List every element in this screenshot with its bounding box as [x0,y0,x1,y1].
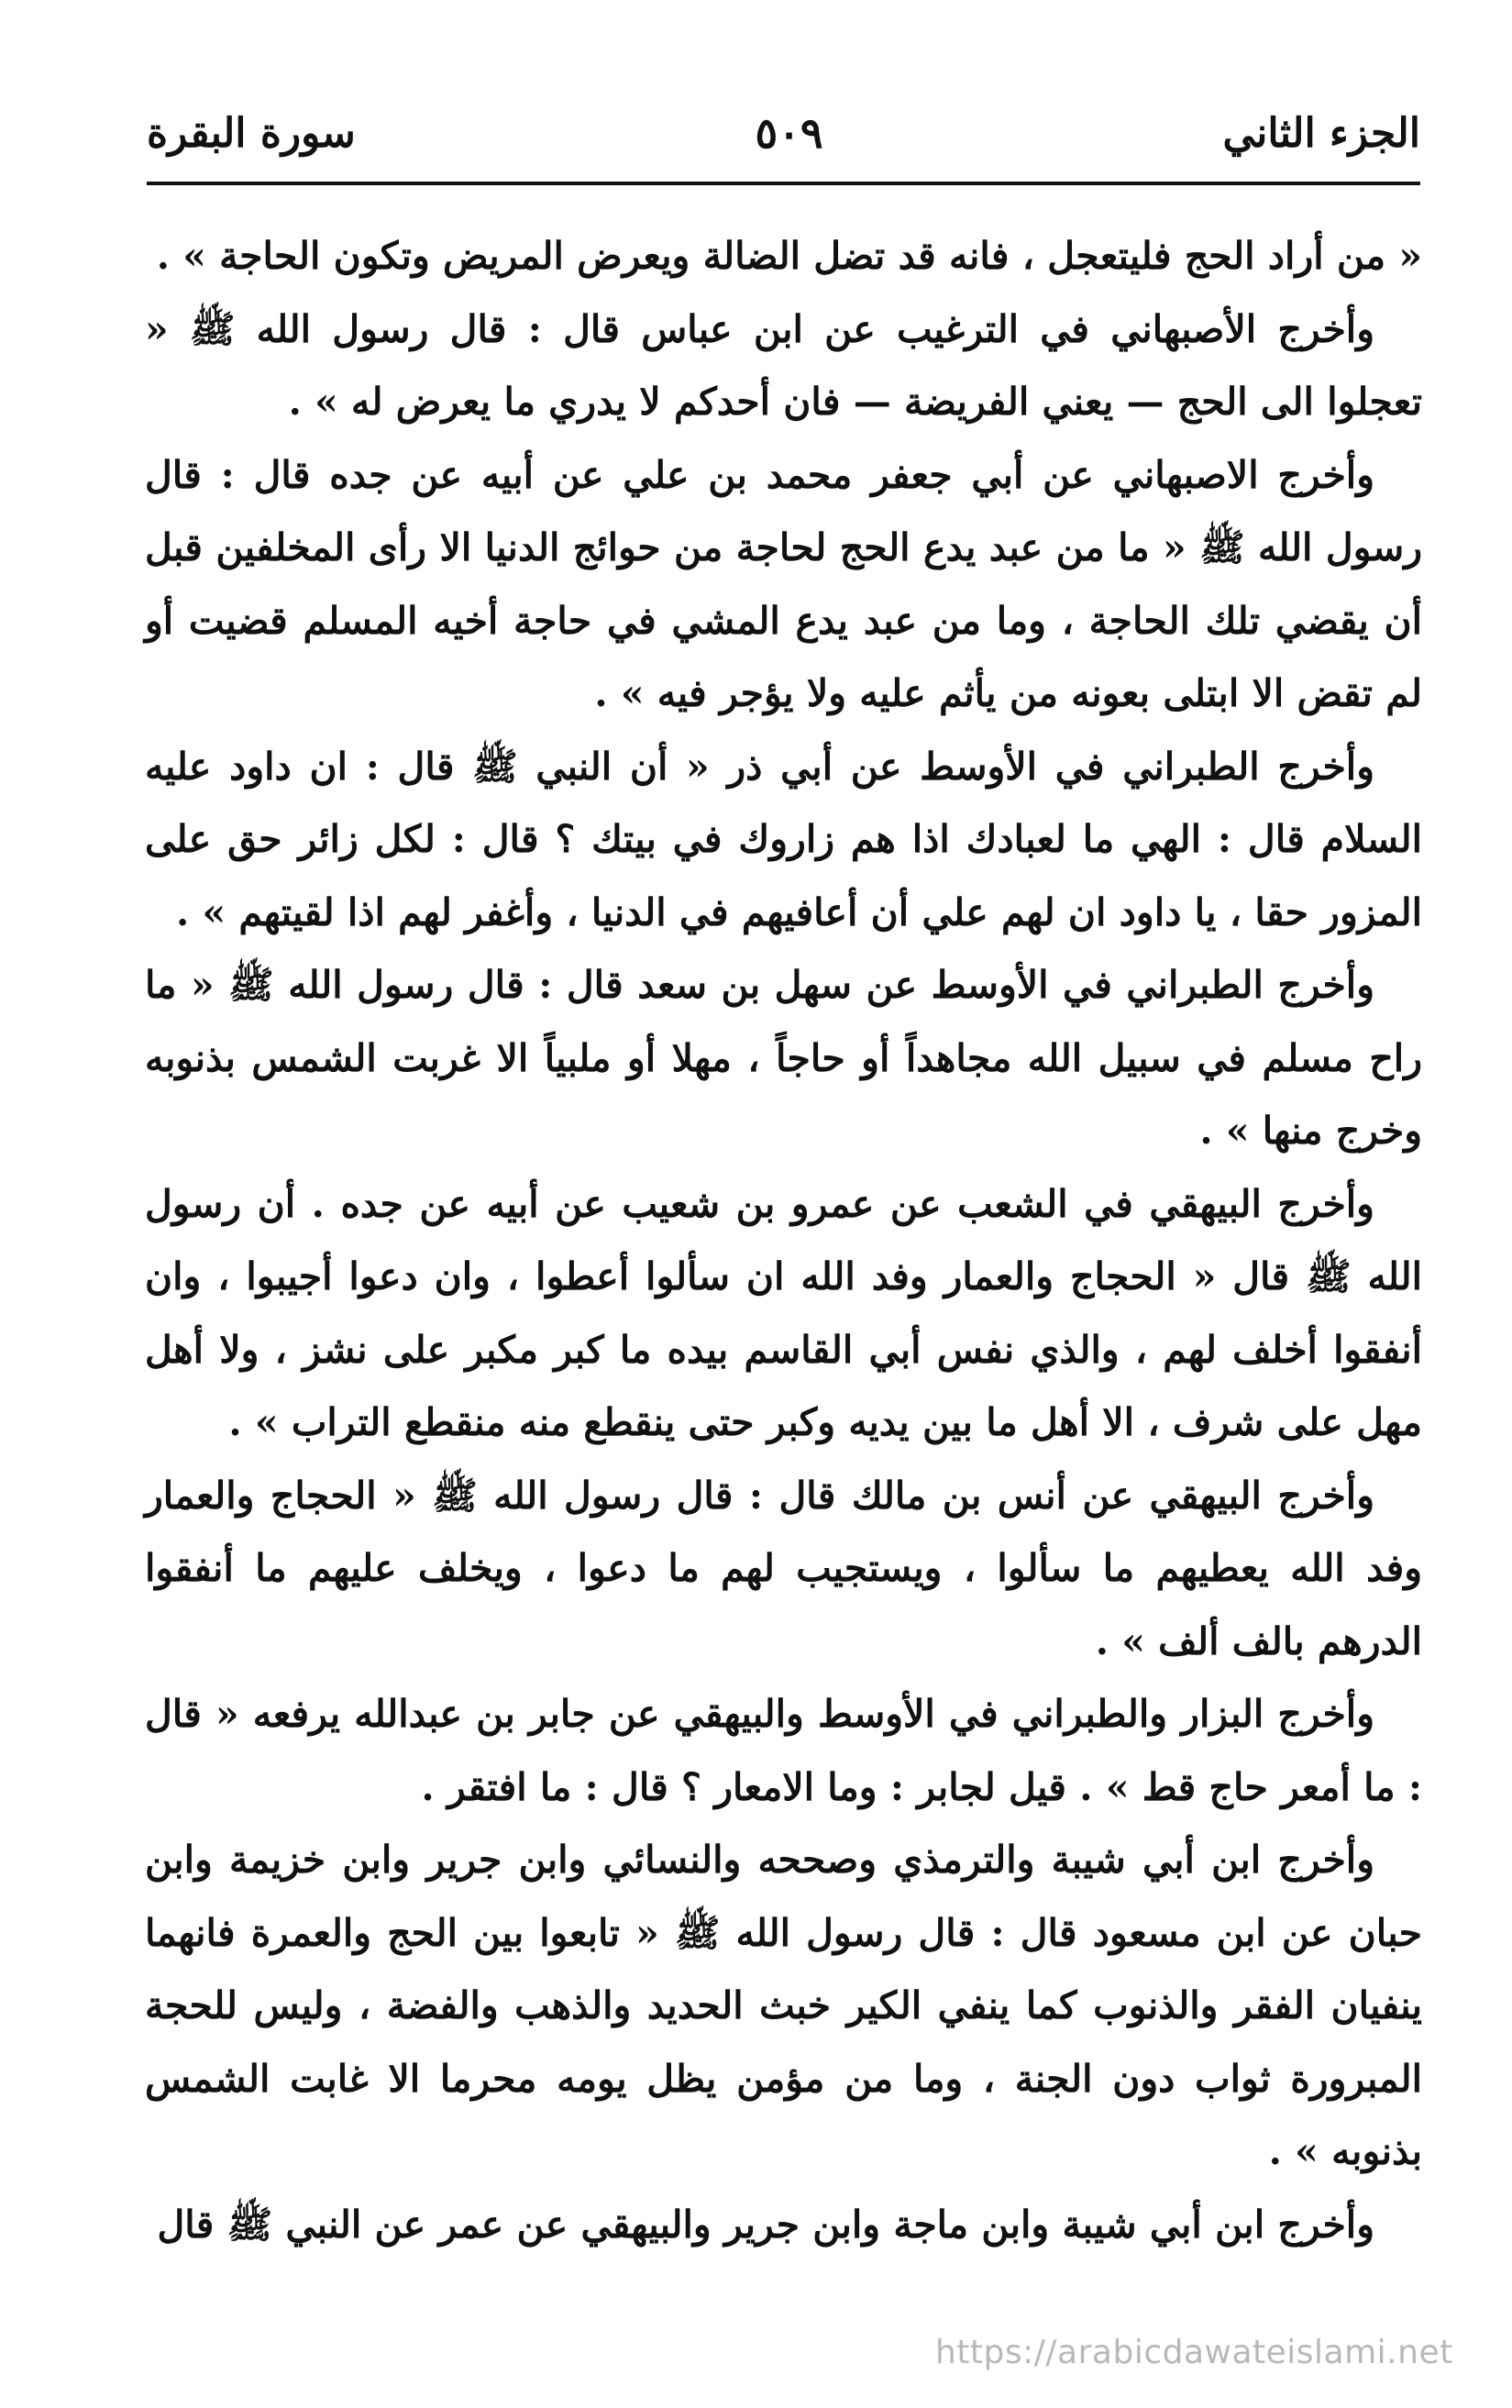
paragraph: وأخرج البزار والطبراني في الأوسط والبيهقي عن جابر بن عبدالله يرفعه « قال : ما أمعر حاج قط » . قيل لجابر : وما الامعار ؟ قال : ما افتقر . [145,1692,1422,1809]
paragraph: وأخرج الطبراني في الأوسط عن سهل بن سعد قال : قال رسول الله ﷺ « ما راح مسلم في سبيل الله مجاهداً أو حاجاً ، مهلا أو ملبياً الا غربت الشمس بذنوبه وخرج منها » . [145,963,1422,1153]
surah-title: سورة البقرة [147,109,356,157]
header-divider [147,182,1420,185]
paragraph: وأخرج الاصبهاني عن أبي جعفر محمد بن علي عن أبيه عن جده قال : قال رسول الله ﷺ « ما من عبد يدع الحج لحاجة من حوائج الدنيا الا رأى المخلفين قبل أن يقضي تلك الحاجة ، وما من عبد يدع المشي في حاجة أخيه المسلم قضيت أو لم تقض الا ابتلى بعونه من يأثم عليه ولا يؤجر فيه » . [145,452,1422,715]
section-title: الجزء الثاني [1222,109,1420,157]
paragraph: وأخرج البيهقي عن أنس بن مالك قال : قال رسول الله ﷺ « الحجاج والعمار وفد الله يعطيهم ما سألوا ، ويستجيب لهم ما دعوا ، ويخلف عليهم ما أنفقوا الدرهم بالف ألف » . [145,1473,1422,1663]
paragraph: وأخرج ابن أبي شيبة وابن ماجة وابن جرير والبيهقي عن عمر عن النبي ﷺ قال [157,2202,1374,2247]
page-number: ٥٠٩ [755,108,823,158]
paragraph: وأخرج الطبراني في الأوسط عن أبي ذر « أن النبي ﷺ قال : ان داود عليه السلام قال : الهي ما لعبادك اذا هم زاروك في بيتك ؟ قال : لكل زائر حق على المزور حقا ، يا داود ان لهم علي أن أعافيهم في الدنيا ، وأغفر لهم اذا لقيتهم » . [145,744,1422,934]
paragraph: وأخرج البيهقي في الشعب عن عمرو بن شعيب عن أبيه عن جده . أن رسول الله ﷺ قال « الحجاج والعمار وفد الله ان سألوا أعطوا ، وان دعوا أجيبوا ، وان أنفقوا أخلف لهم ، والذي نفس أبي القاسم بيده ما كبر مكبر على نشز ، ولا أهل مهل على شرف ، الا أهل ما بين يديه وكبر حتى ينقطع منه منقطع التراب » . [145,1181,1422,1444]
watermark-url: https://arabicdawateislami.net [935,2334,1453,2371]
paragraph: « من أراد الحج فليتعجل ، فانه قد تضل الضالة ويعرض المريض وتكون الحاجة » . [156,234,1422,278]
page-header [147,101,1420,165]
page-body [145,220,1422,2261]
paragraph: وأخرج الأصبهاني في الترغيب عن ابن عباس قال : قال رسول الله ﷺ « تعجلوا الى الحج — يعني الفريضة — فان أحدكم لا يدري ما يعرض له » . [145,306,1422,424]
paragraph: وأخرج ابن أبي شيبة والترمذي وصححه والنسائي وابن جرير وابن خزيمة وابن حبان عن ابن مسعود قال : قال رسول الله ﷺ « تابعوا بين الحج والعمرة فانهما ينفيان الفقر والذنوب كما ينفي الكير خبث الحديد والذهب والفضة ، وليس للحجة المبرورة ثواب دون الجنة ، وما من مؤمن يظل يومه محرما الا غابت الشمس بذنوبه » . [145,1838,1422,2173]
